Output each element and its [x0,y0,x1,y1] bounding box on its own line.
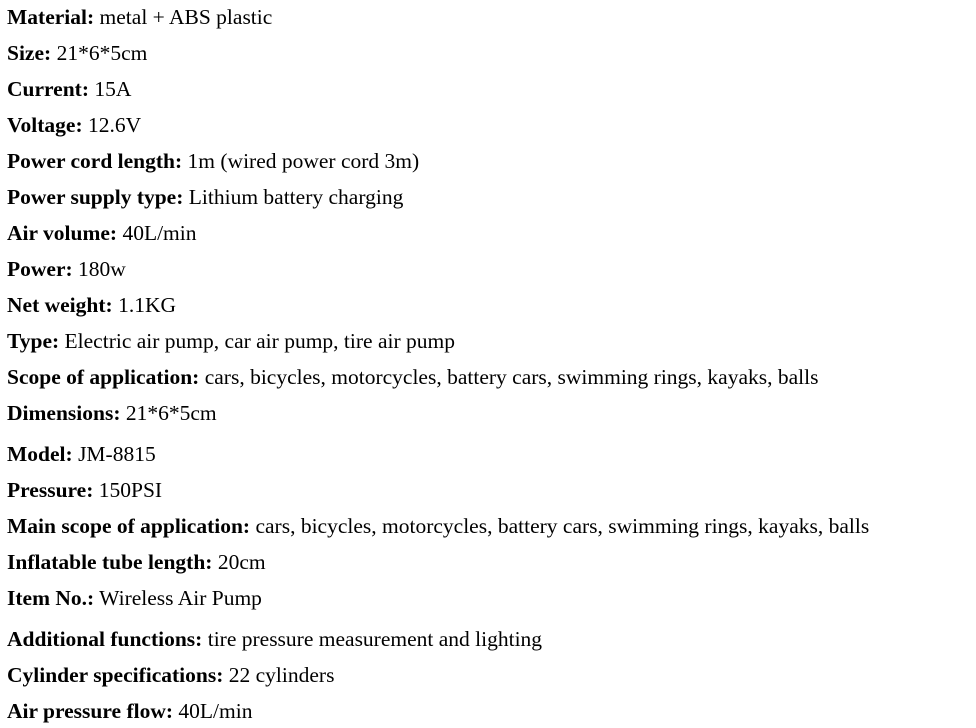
spec-label: Scope of application: [7,365,200,389]
spec-value: 22 cylinders [228,663,335,687]
spec-row-item-no [7,585,262,611]
spec-value: 20cm [217,550,266,574]
spec-label: Pressure: [7,478,94,502]
spec-value: 150PSI [98,478,163,502]
spec-label: Type: [7,329,60,353]
spec-value: cars, bicycles, motorcycles, battery cars, swimming rings, kayaks, balls [255,514,870,538]
spec-label: Item No.: [7,586,95,610]
spec-label: Cylinder specifications: [7,663,224,687]
spec-value: 21*6*5cm [56,41,148,65]
spec-row-inflatable-tube-length [7,549,266,575]
spec-label: Size: [7,41,52,65]
spec-row-dimensions [7,400,217,426]
spec-row-scope-of-application [7,364,818,390]
spec-row-type [7,328,455,354]
spec-row-model [7,441,156,467]
spec-row-air-volume [7,220,197,246]
spec-label: Main scope of application: [7,514,251,538]
spec-row-material [7,4,272,30]
spec-label: Air volume: [7,221,118,245]
spec-row-air-pressure-flow [7,698,252,724]
spec-row-current [7,76,131,102]
spec-row-pressure [7,477,162,503]
spec-row-cylinder-specifications [7,662,334,688]
spec-label: Inflatable tube length: [7,550,213,574]
spec-value: Lithium battery charging [188,185,404,209]
spec-row-main-scope-of-application [7,513,869,539]
spec-value: 1m (wired power cord 3m) [187,149,420,173]
spec-label: Additional functions: [7,627,203,651]
spec-row-net-weight [7,292,176,318]
spec-label: Net weight: [7,293,113,317]
spec-label: Power supply type: [7,185,184,209]
spec-row-power-supply-type [7,184,403,210]
spec-label: Material: [7,5,95,29]
spec-label: Model: [7,442,73,466]
spec-row-power [7,256,126,282]
spec-label: Power cord length: [7,149,183,173]
spec-label: Voltage: [7,113,83,137]
spec-value: JM-8815 [78,442,156,466]
spec-value: 12.6V [88,113,142,137]
spec-value: 21*6*5cm [125,401,217,425]
spec-row-voltage [7,112,141,138]
spec-row-power-cord-length [7,148,419,174]
spec-label: Current: [7,77,90,101]
spec-label: Air pressure flow: [7,699,174,723]
spec-value: 180w [78,257,126,281]
spec-value: 40L/min [178,699,253,723]
spec-value: Wireless Air Pump [99,586,262,610]
spec-value: tire pressure measurement and lighting [207,627,543,651]
spec-label: Power: [7,257,73,281]
spec-value: cars, bicycles, motorcycles, battery cars, swimming rings, kayaks, balls [204,365,819,389]
spec-value: 1.1KG [118,293,176,317]
spec-row-size [7,40,147,66]
spec-row-additional-functions [7,626,542,652]
spec-value: Electric air pump, car air pump, tire air pump [64,329,455,353]
spec-value: metal + ABS plastic [99,5,273,29]
spec-label: Dimensions: [7,401,121,425]
spec-value: 15A [94,77,132,101]
spec-value: 40L/min [122,221,197,245]
